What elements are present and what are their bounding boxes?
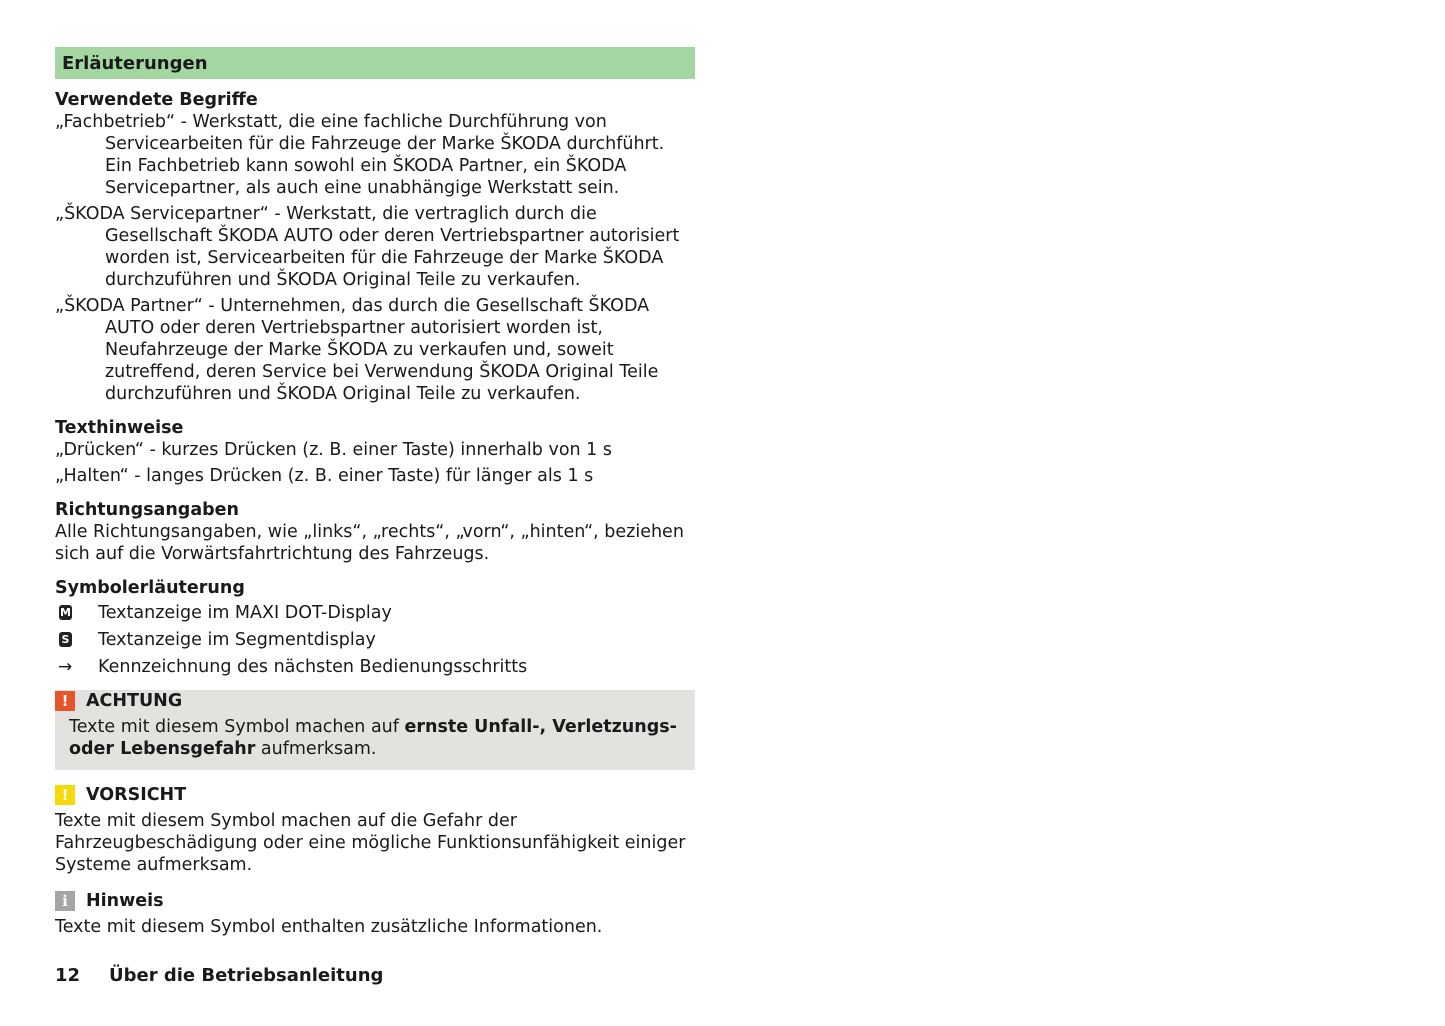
page-number: 12: [55, 965, 81, 986]
caution-text: Texte mit diesem Symbol machen auf die Gefahr der Fahrzeugbeschädigung oder eine mögliche Funktionsunfähigkeit einiger Systeme aufmerksam.: [55, 811, 686, 875]
term-partner: „ŠKODA Partner“ - Unternehmen, das durch die Gesellschaft ŠKODA AUTO oder deren Vertriebspartner autorisiert worden ist, Neufahrzeuge der Marke ŠKODA zu verkaufen und, soweit zutreffend, deren Service bei Verwendung ŠKODA Original Teile durchzuführen und ŠKODA Original Teile zu verkaufen.: [55, 296, 659, 404]
caution-title: VORSICHT: [86, 785, 187, 805]
arrow-right-icon: →: [58, 656, 73, 677]
symbols-heading: Symbolerläuterung: [55, 578, 245, 598]
symbol-text: Textanzeige im MAXI DOT-Display: [98, 602, 392, 623]
hint-header: [55, 890, 695, 912]
chapter-title: Über die Betriebsanleitung: [109, 965, 384, 986]
symbol-row-maxidot: [55, 599, 695, 626]
hint-title: Hinweis: [86, 891, 164, 911]
page-footer: [55, 965, 383, 987]
caution-header: [55, 784, 695, 806]
warning-header: [55, 690, 695, 712]
warning-text: Texte mit diesem Symbol machen auf ernste Unfall-, Verletzungs- oder Lebensgefahr aufmerksam.: [69, 717, 677, 759]
texthints-section: [55, 417, 695, 487]
terms-section: [55, 89, 695, 405]
caution-icon: !: [55, 785, 75, 805]
term-servicepartner: „ŠKODA Servicepartner“ - Werkstatt, die vertraglich durch die Gesellschaft ŠKODA AUTO oder deren Vertriebspartner autorisiert worden ist, Servicearbeiten für die Fahrzeuge der Marke ŠKODA durchzuführen und ŠKODA Original Teile zu verkaufen.: [55, 204, 680, 290]
term-fachbetrieb: „Fachbetrieb“ - Werkstatt, die eine fachliche Durchführung von Servicearbeiten für die Fahrzeuge der Marke ŠKODA durchführt. Ein Fachbetrieb kann sowohl ein ŠKODA Partner, ein ŠKODA Servicepartner, als auch eine unabhängige Werkstatt sein.: [55, 112, 665, 198]
warning-box: [55, 690, 695, 770]
directions-section: [55, 499, 695, 565]
page-content: [55, 47, 695, 938]
hint-halten: „Halten“ - langes Drücken (z. B. einer Taste) für länger als 1 s: [55, 466, 594, 486]
terms-heading: Verwendete Begriffe: [55, 90, 258, 110]
symbol-row-next-step: [55, 653, 695, 680]
info-icon: i: [55, 891, 75, 911]
caution-block: [55, 784, 695, 876]
directions-text: Alle Richtungsangaben, wie „links“, „rechts“, „vorn“, „hinten“, beziehen sich auf die Vorwärtsfahrtrichtung des Fahrzeugs.: [55, 522, 684, 564]
hint-druecken: „Drücken“ - kurzes Drücken (z. B. einer Taste) innerhalb von 1 s: [55, 440, 613, 460]
hint-text: Texte mit diesem Symbol enthalten zusätzliche Informationen.: [55, 917, 603, 937]
warning-icon: !: [55, 691, 75, 711]
texthints-heading: Texthinweise: [55, 418, 184, 438]
warning-title: ACHTUNG: [86, 691, 183, 711]
directions-heading: Richtungsangaben: [55, 500, 239, 520]
symbol-text: Textanzeige im Segmentdisplay: [98, 629, 376, 650]
maxi-dot-icon: M: [60, 606, 71, 619]
segment-display-icon: S: [59, 632, 72, 647]
symbol-row-segment: [55, 626, 695, 653]
hint-block: [55, 890, 695, 938]
symbol-text: Kennzeichnung des nächsten Bedienungsschritts: [98, 656, 528, 677]
symbols-section: [55, 577, 695, 680]
section-title: Erläuterungen: [55, 47, 695, 79]
